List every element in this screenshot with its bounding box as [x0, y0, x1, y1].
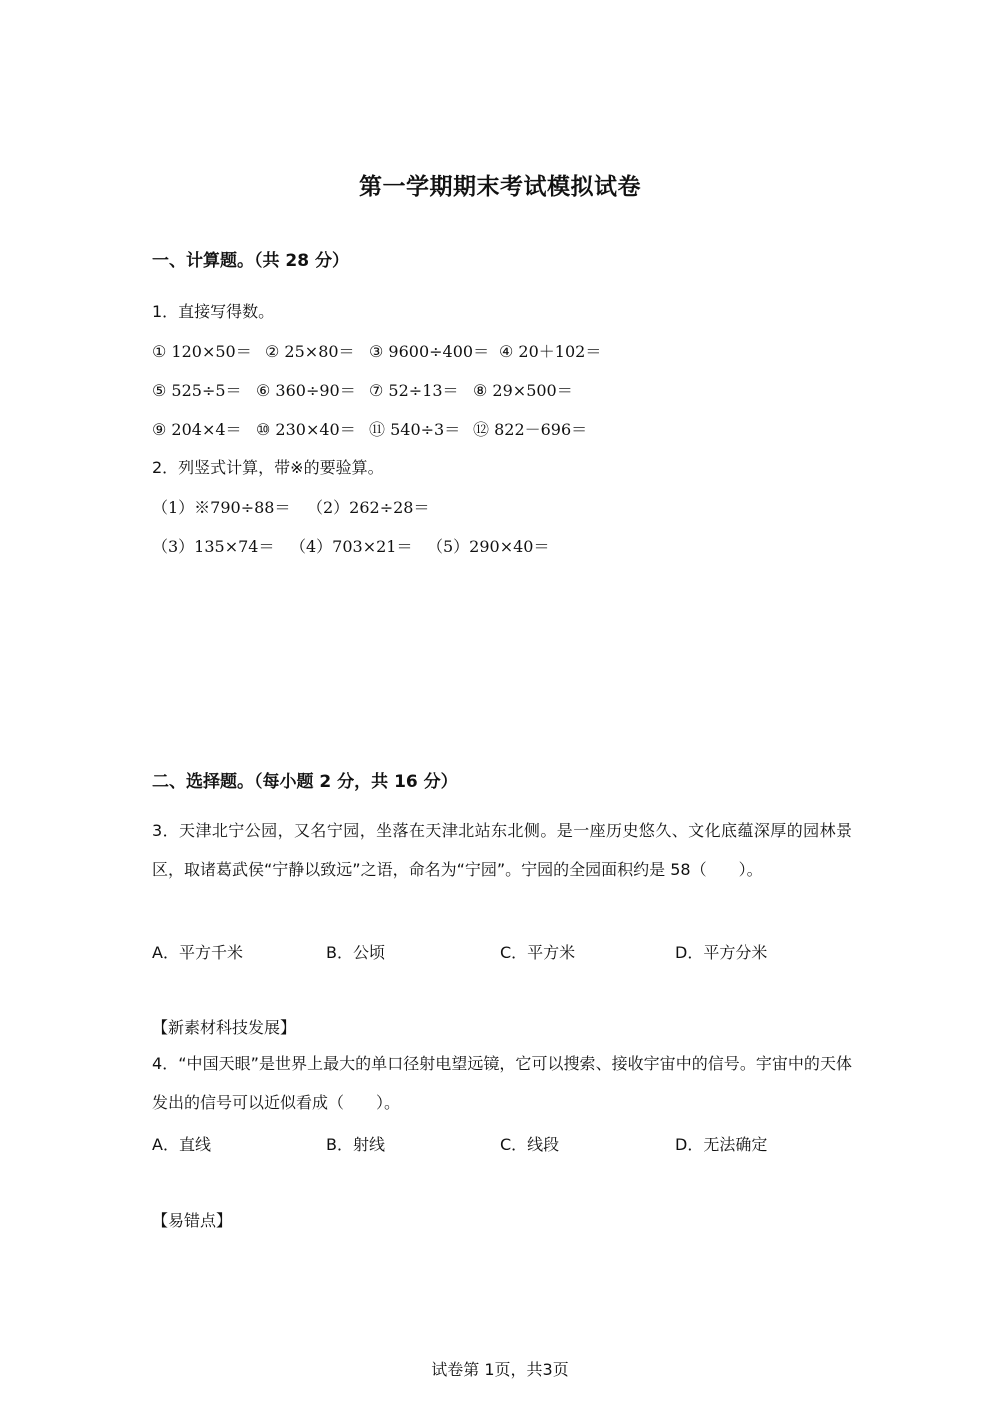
q2-item: （3）135×74＝: [152, 537, 275, 556]
q3-option: A．平方千米: [152, 943, 243, 962]
q1-item: ③ 9600÷400＝: [369, 342, 490, 361]
q2-item: （4）703×21＝: [290, 537, 413, 556]
page-footer: 试卷第 1页，共3页: [431, 1360, 569, 1379]
page-title: 第一学期期末考试模拟试卷: [359, 174, 641, 200]
q1-item: ① 120×50＝: [152, 342, 252, 361]
q1-item: ⑫ 822－696＝: [473, 420, 588, 439]
q3-option: C．平方米: [500, 943, 576, 962]
question-4-text: 4．“中国天眼”是世界上最大的单口径射电望远镜，它可以搜索、接收宇宙中的信号。宇宙中的天体发出的信号可以近似看成（ ）。: [152, 1054, 852, 1112]
q4-option: B．射线: [326, 1135, 385, 1154]
q1-item: ⑦ 52÷13＝: [369, 381, 459, 400]
question-2-label: 2．列竖式计算，带※的要验算。: [152, 458, 384, 477]
q4-option: C．线段: [500, 1135, 560, 1154]
q2-item: （2）262÷28＝: [307, 498, 430, 517]
error-prone-tag: 【易错点】: [152, 1211, 233, 1230]
question-1-label: 1．直接写得数。: [152, 302, 275, 321]
q1-item: ⑤ 525÷5＝: [152, 381, 242, 400]
q4-option: A．直线: [152, 1135, 211, 1154]
q3-option: D．平方分米: [675, 943, 768, 962]
q2-item: （1）※790÷88＝: [152, 498, 291, 517]
q1-item: ⑩ 230×40＝: [256, 420, 356, 439]
q2-item: （5）290×40＝: [427, 537, 550, 556]
material-tag: 【新素材科技发展】: [152, 1018, 297, 1037]
question-3-text: 3．天津北宁公园，又名宁园，坐落在天津北站东北侧。是一座历史悠久、文化底蕴深厚的园林景区，取诸葛武侯“宁静以致远”之语，命名为“宁园”。宁园的全园面积约是 58（ ）。: [152, 821, 852, 879]
q4-option: D．无法确定: [675, 1135, 768, 1154]
q1-item: ⑧ 29×500＝: [473, 381, 573, 400]
q1-item: ④ 20＋102＝: [499, 342, 602, 361]
q1-item: ⑪ 540÷3＝: [369, 420, 461, 439]
q3-option: B．公顷: [326, 943, 385, 962]
q1-item: ⑨ 204×4＝: [152, 420, 242, 439]
section-heading-choice: 二、选择题。（每小题 2 分，共 16 分）: [152, 772, 458, 792]
q1-item: ⑥ 360÷90＝: [256, 381, 356, 400]
section-heading-calculation: 一、计算题。（共 28 分）: [152, 251, 349, 271]
q1-item: ② 25×80＝: [265, 342, 355, 361]
